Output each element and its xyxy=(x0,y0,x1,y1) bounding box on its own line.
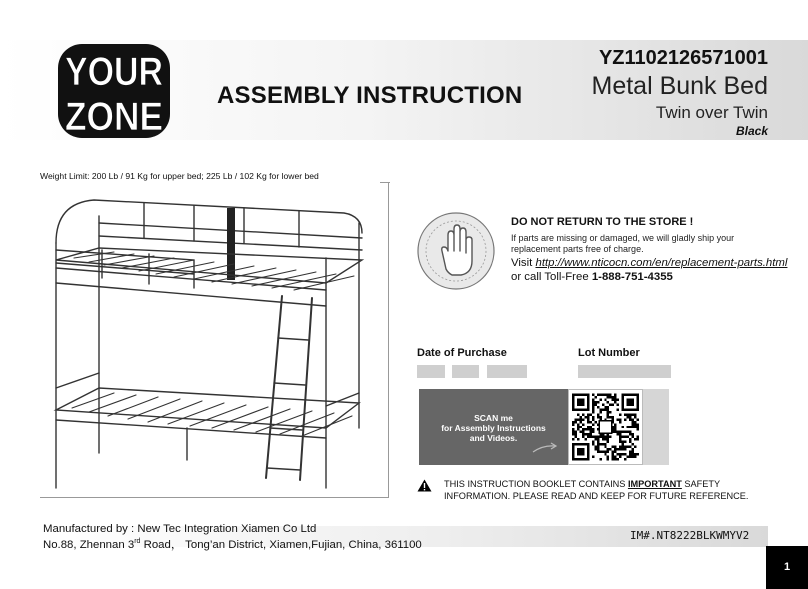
date-of-purchase-label: Date of Purchase xyxy=(417,347,507,359)
product-name: Metal Bunk Bed xyxy=(591,72,768,100)
replacement-parts-link[interactable]: http://www.nticocn.com/en/replacement-parts.html xyxy=(535,257,788,269)
scan-side-strip xyxy=(643,389,669,465)
logo-line-2: ZONE xyxy=(65,95,163,138)
call-prefix: or call Toll-Free xyxy=(511,271,592,283)
hand-stop-icon xyxy=(416,211,496,291)
address-prefix: No.88, Zhennan 3 xyxy=(43,539,135,551)
address-ordinal: rd xyxy=(134,538,141,546)
visit-prefix: Visit xyxy=(511,257,536,269)
address-suffix: Road， Tong’an District, Xiamen,Fujian, China, 361100 xyxy=(140,539,422,551)
call-line xyxy=(511,271,673,283)
qr-code-icon xyxy=(572,393,639,461)
toll-free-phone: 1-888-751-4355 xyxy=(591,271,673,283)
qr-code-panel[interactable] xyxy=(568,389,643,465)
return-warning-body: If parts are missing or damaged, we will gladly ship your replacement parts free of charge. xyxy=(511,233,735,254)
warning-triangle-icon xyxy=(417,479,432,492)
safety-important: IMPORTANT xyxy=(627,479,682,489)
arrow-right-icon xyxy=(531,441,559,455)
brand-logo xyxy=(58,44,170,138)
scan-instructions: SCAN me for Assembly Instructions and Videos. xyxy=(441,413,546,443)
page-number: 1 xyxy=(766,546,808,589)
return-warning-title: DO NOT RETURN TO THE STORE ! xyxy=(511,216,694,228)
purchase-day-box xyxy=(452,365,479,378)
qr-center-logo xyxy=(599,421,611,433)
logo-line-1: YOUR xyxy=(65,50,164,94)
model-code: YZ1102126571001 xyxy=(598,47,768,69)
safety-prefix: THIS INSTRUCTION BOOKLET CONTAINS xyxy=(444,479,628,489)
purchase-month-box xyxy=(417,365,445,378)
product-color: Black xyxy=(735,124,768,138)
bunk-bed-illustration xyxy=(44,188,384,496)
safety-notice-line-2: INFORMATION. PLEASE READ AND KEEP FOR FUTURE REFERENCE. xyxy=(444,491,749,501)
product-size: Twin over Twin xyxy=(655,103,768,122)
item-number: IM#.NT8222BLKWMYV2 xyxy=(630,529,750,542)
purchase-year-box xyxy=(487,365,527,378)
document-title: ASSEMBLY INSTRUCTION xyxy=(217,82,523,109)
weight-limit: Weight Limit: 200 Lb / 91 Kg for upper bed; 225 Lb / 102 Kg for lower bed xyxy=(40,171,319,181)
safety-notice-line-1 xyxy=(444,479,720,489)
scan-panel xyxy=(419,389,568,465)
frame-divider xyxy=(380,182,390,183)
lot-number-label: Lot Number xyxy=(578,347,640,359)
manufacturer: Manufactured by : New Tec Integration Xiamen Co Ltd xyxy=(43,523,317,535)
safety-suffix: SAFETY xyxy=(681,479,721,489)
lot-number-box xyxy=(578,365,671,378)
visit-line xyxy=(511,257,787,269)
manufacturer-address xyxy=(43,536,422,552)
